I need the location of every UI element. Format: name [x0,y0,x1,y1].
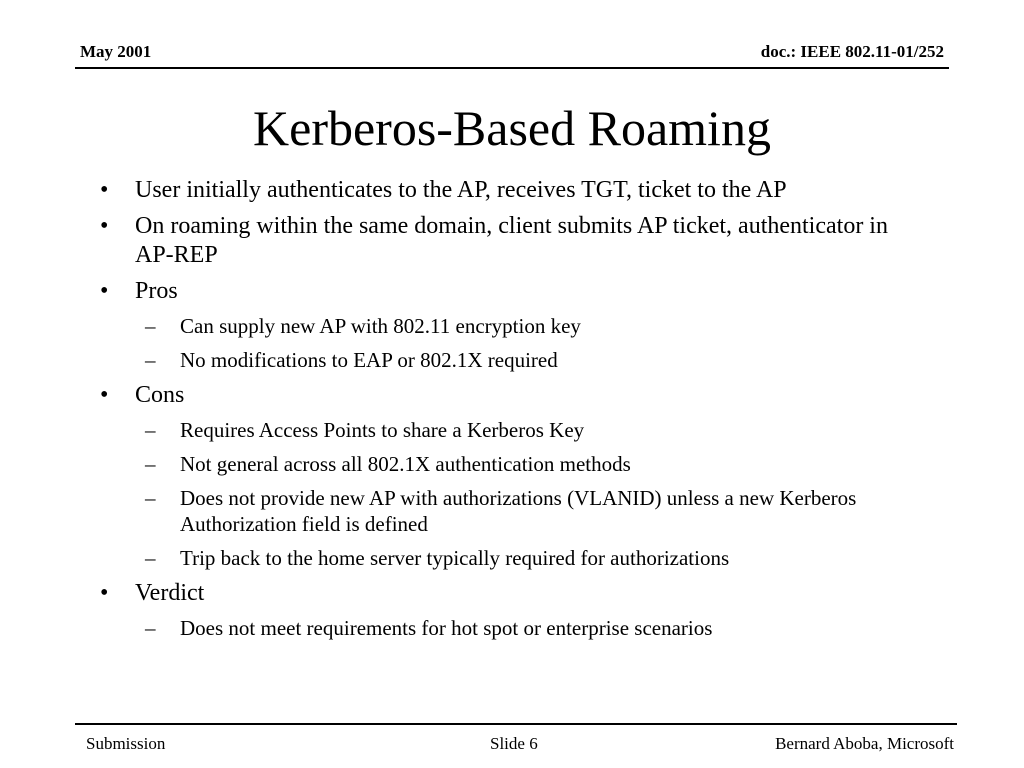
bullet-marker: • [100,177,109,203]
header-divider [75,67,949,69]
sub-bullet-marker: – [145,348,156,372]
bullet-text: Pros [135,278,178,304]
sub-bullet-text: Does not meet requirements for hot spot or enterprise scenarios [180,616,713,640]
bullet-marker: • [100,580,109,606]
footer-author: Bernard Aboba, Microsoft [775,734,954,753]
sub-bullet-text: Can supply new AP with 802.11 encryption key [180,314,581,338]
bullet-text: User initially authenticates to the AP, receives TGT, ticket to the AP [135,177,787,203]
slide-body [100,176,930,649]
bullet-marker: • [100,382,109,408]
bullet-item [100,212,930,270]
footer-submission: Submission [86,734,166,753]
sub-bullet-item [145,615,930,641]
bullet-text: Cons [135,382,185,408]
sub-bullet-marker: – [145,452,156,476]
header-doc-id: doc.: IEEE 802.11-01/252 [760,42,944,61]
bullet-marker: • [100,213,109,239]
header-date: May 2001 [80,42,152,61]
bullet-item [100,381,930,410]
sub-bullet-marker: – [145,486,156,510]
sub-bullet-text: Trip back to the home server typically required for authorizations [180,546,730,570]
sub-bullet-text: Does not provide new AP with authorizations (VLANID) unless a new Kerberos Authorization field is defined [180,486,857,536]
bullet-item [100,176,930,205]
bullet-item [100,579,930,608]
sub-bullet-item [145,347,930,373]
slide-title: Kerberos-Based Roaming [253,100,771,156]
sub-bullet-text: Not general across all 802.1X authentication methods [180,452,631,476]
sub-bullet-marker: – [145,616,156,640]
sub-bullet-text: No modifications to EAP or 802.1X required [180,348,558,372]
bullet-marker: • [100,278,109,304]
sub-bullet-item [145,417,930,443]
sub-bullet-item [145,545,930,571]
footer-slide-number: Slide 6 [490,734,538,753]
sub-bullet-item [145,451,930,477]
sub-bullet-text: Requires Access Points to share a Kerberos Key [180,418,585,442]
sub-bullet-marker: – [145,418,156,442]
sub-bullet-item [145,313,930,339]
bullet-text: Verdict [135,580,205,606]
bullet-item [100,277,930,306]
sub-bullet-marker: – [145,546,156,570]
bullet-text: On roaming within the same domain, client submits AP ticket, authenticator in AP-REP [135,213,888,268]
sub-bullet-marker: – [145,314,156,338]
footer-divider [75,723,957,725]
sub-bullet-item [145,485,930,537]
